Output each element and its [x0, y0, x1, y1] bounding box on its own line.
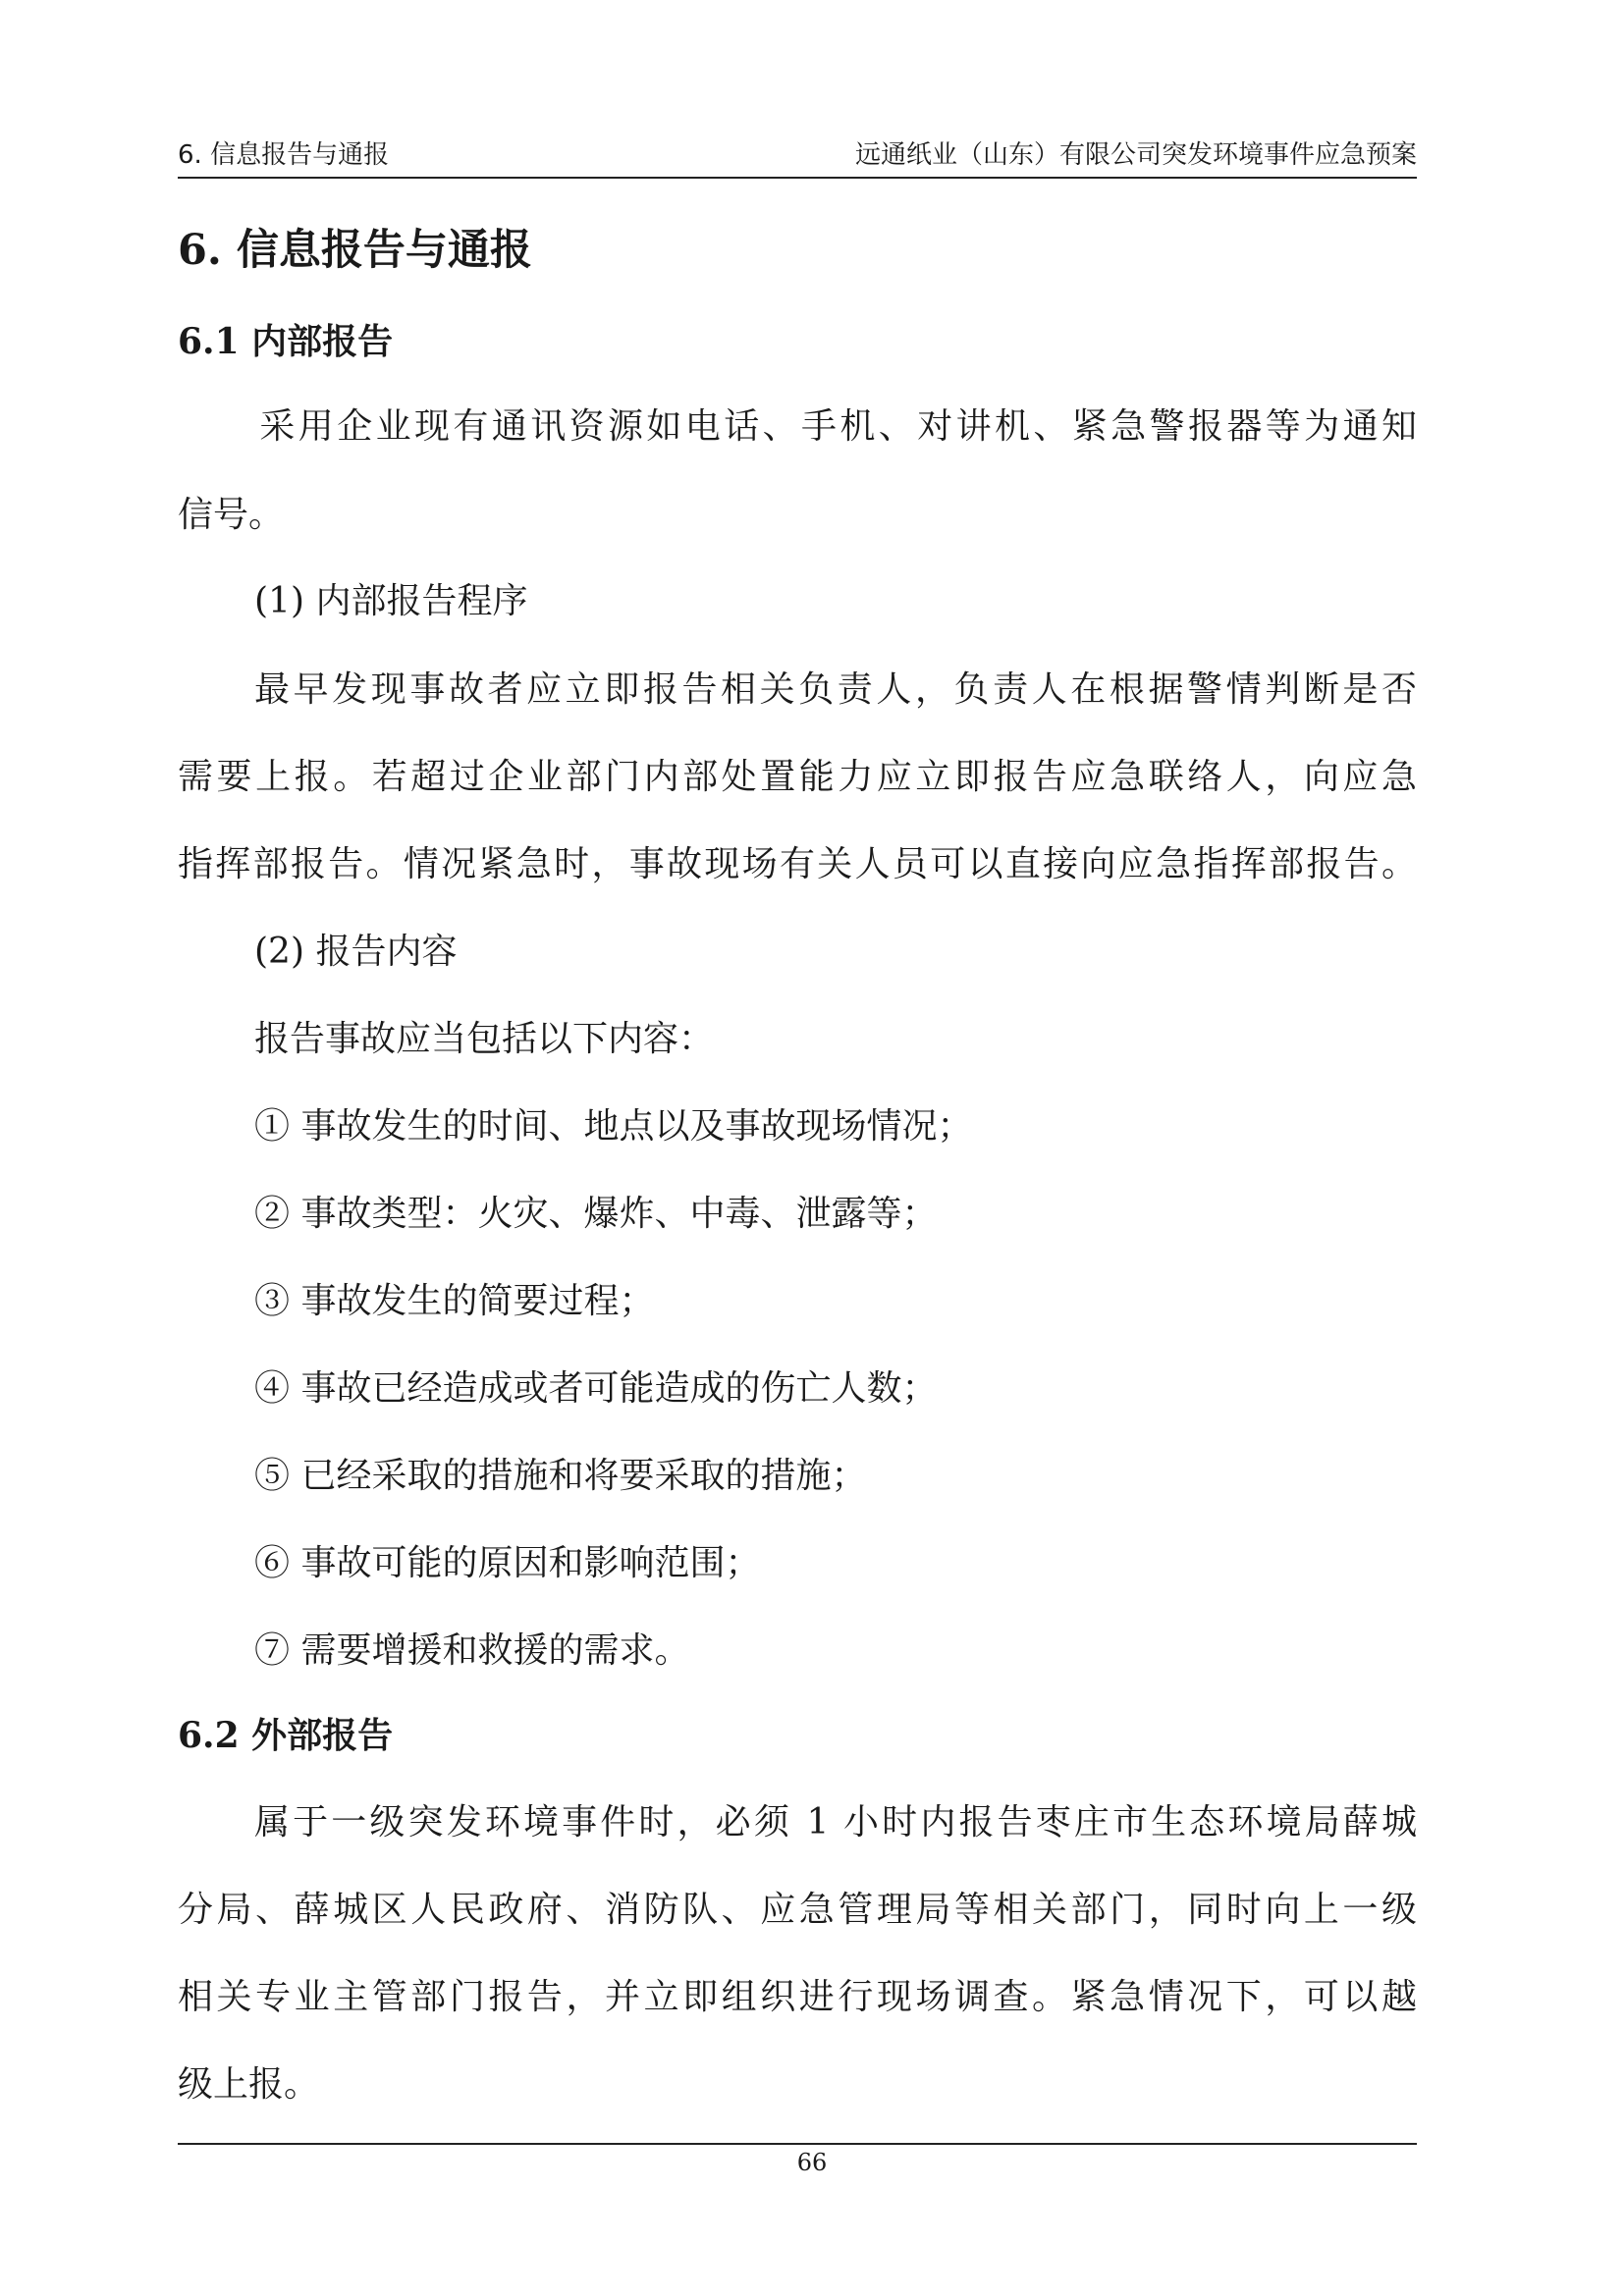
intro-line-2: 信号。: [178, 495, 285, 535]
procedure-line-1: 最早发现事故者应立即报告相关负责人，负责人在根据警情判断是否: [254, 669, 1417, 710]
page-number: 66: [796, 2149, 828, 2176]
section-heading-internal-report: 6.1 内部报告: [178, 321, 394, 362]
subheading-internal-procedure: (1) 内部报告程序: [254, 581, 528, 621]
external-line-2: 分局、薛城区人民政府、消防队、应急管理局等相关部门，同时向上一级: [178, 1890, 1417, 1930]
report-item-5: ⑤ 已经采取的措施和将要采取的措施；: [254, 1456, 867, 1496]
report-item-4: ④ 事故已经造成或者可能造成的伤亡人数；: [254, 1368, 938, 1409]
report-item-3: ③ 事故发生的简要过程；: [254, 1281, 655, 1321]
report-item-2: ② 事故类型：火灾、爆炸、中毒、泄露等；: [254, 1194, 938, 1234]
header-document-title: 远通纸业（山东）有限公司突发环境事件应急预案: [854, 140, 1417, 170]
procedure-line-3: 指挥部报告。情况紧急时，事故现场有关人员可以直接向应急指挥部报告。: [178, 844, 1417, 884]
external-line-4: 级上报。: [178, 2064, 320, 2105]
report-list-intro: 报告事故应当包括以下内容：: [254, 1019, 715, 1059]
report-item-7: ⑦ 需要增援和救援的需求。: [254, 1630, 690, 1671]
report-item-6: ⑥ 事故可能的原因和影响范围；: [254, 1543, 761, 1583]
external-line-3: 相关专业主管部门报告，并立即组织进行现场调查。紧急情况下，可以越: [178, 1977, 1417, 2017]
section-heading-external-report: 6.2 外部报告: [178, 1715, 394, 1756]
chapter-title: 6. 信息报告与通报: [178, 226, 532, 275]
external-line-1: 属于一级突发环境事件时，必须 1 小时内报告枣庄市生态环境局薛城: [254, 1802, 1417, 1842]
procedure-line-2: 需要上报。若超过企业部门内部处置能力应立即报告应急联络人，向应急: [178, 757, 1417, 797]
intro-line-1: 采用企业现有通讯资源如电话、手机、对讲机、紧急警报器等为通知: [256, 406, 1417, 447]
page-header: [178, 137, 1417, 179]
footer-divider: [178, 2143, 1417, 2145]
subheading-report-content: (2) 报告内容: [254, 932, 458, 972]
report-item-1: ① 事故发生的时间、地点以及事故现场情况；: [254, 1106, 973, 1147]
header-chapter: 6. 信息报告与通报: [178, 140, 390, 170]
